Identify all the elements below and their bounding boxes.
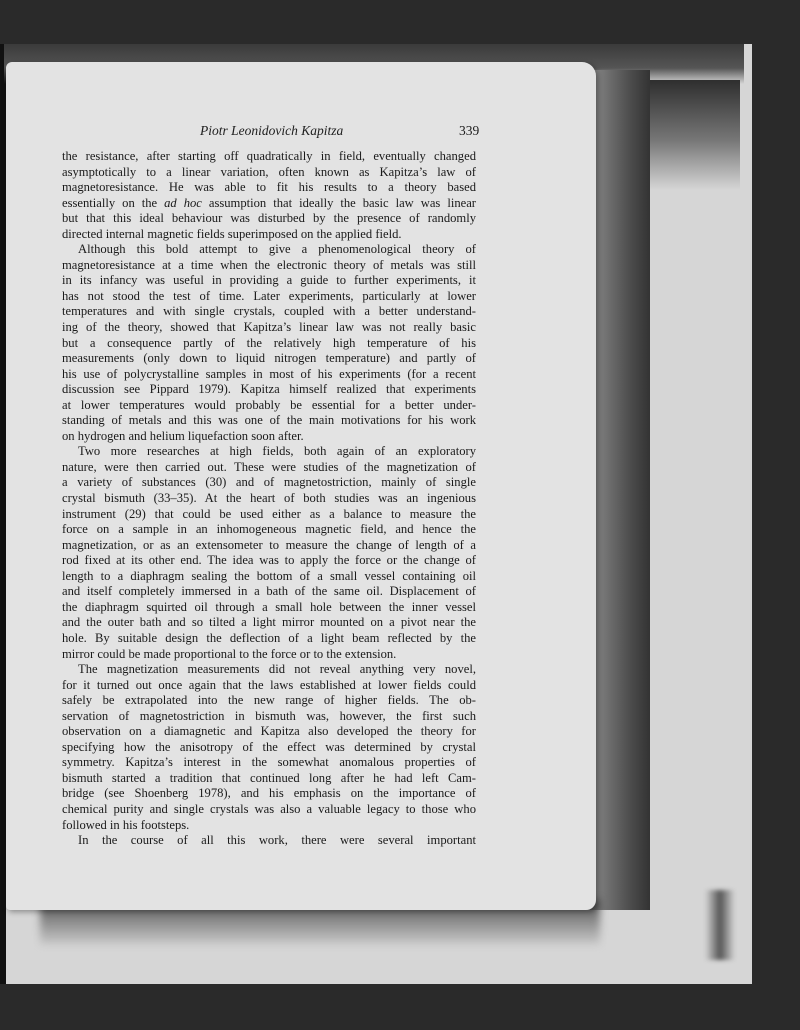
text-line: Although this bold attempt to give a phenomenological theory of	[78, 242, 476, 257]
text-line: The magnetization measurements did not reveal anything very novel,	[78, 662, 476, 677]
text-line: asymptotically to a linear variation, often known as Kapitza’s law of	[62, 164, 476, 179]
text-line: has not stood the test of time. Later experiments, particularly at lower	[62, 288, 476, 303]
text-line: a variety of substances (30) and of magnetostriction, mainly of single	[62, 475, 476, 490]
text-line: directed internal magnetic fields superimposed on the applied field.	[62, 226, 402, 241]
text-line: for it turned out once again that the laws established at lower fields could	[62, 677, 476, 692]
text-line: crystal bismuth (33–35). At the heart of both studies was an ingenious	[62, 491, 476, 506]
text-line: bridge (see Shoenberg 1978), and his emphasis on the importance of	[62, 786, 476, 801]
text-line: instrument (29) that could be used either as a balance to measure the	[62, 506, 476, 521]
text-line: magnetoresistance. He was able to fit his results to a theory based	[62, 180, 476, 195]
page-edge-shadow	[590, 70, 650, 910]
text-line: nature, were then carried out. These were studies of the magnetization of	[62, 459, 476, 474]
text-line: length to a diaphragm sealing the bottom of a small vessel containing oil	[62, 568, 476, 583]
text-line: but a consequence partly of the relatively high temperature of his	[62, 335, 476, 350]
text-line: discussion see Pippard 1979). Kapitza himself realized that experiments	[62, 382, 476, 397]
text-line: observation on a diamagnetic and Kapitza also developed the theory for	[62, 724, 476, 739]
text-line: followed in his footsteps.	[62, 817, 190, 832]
text-line: mirror could be made proportional to the force or to the extension.	[62, 646, 397, 661]
text-line: ing of the theory, showed that Kapitza’s linear law was not really basic	[62, 320, 476, 335]
body-text	[62, 149, 476, 849]
scan-mark	[705, 890, 735, 960]
text-line: servation of magnetostriction in bismuth was, however, the first such	[62, 708, 476, 723]
text-line: force on a sample in an inhomogeneous magnetic field, and hence the	[62, 522, 476, 537]
page-number: 339	[459, 123, 480, 138]
text-line: at lower temperatures would probably be essential for a better under-	[62, 397, 476, 412]
text-line: his use of polycrystalline samples in most of his experiments (for a recent	[62, 366, 476, 381]
text-line: in its infancy was useful in providing a guide to further experiments, it	[62, 273, 476, 288]
italic-phrase: ad hoc	[164, 195, 202, 210]
text-line: rod fixed at its other end. The idea was to apply the force or the change of	[62, 553, 476, 568]
text-line: the resistance, after starting off quadratically in field, eventually changed	[62, 149, 476, 163]
text-line: standing of metals and this was one of the main motivations for his work	[62, 413, 476, 428]
running-head: Piotr Leonidovich Kapitza	[200, 123, 344, 138]
page-header	[0, 123, 800, 143]
text-line: temperatures and with single crystals, coupled with a better understand-	[62, 304, 476, 319]
text-line: symmetry. Kapitza’s interest in the somewhat anomalous properties of	[62, 755, 476, 770]
text-line: essentially on the ad hoc assumption that ideally the basic law was linear	[62, 195, 476, 210]
text-line: In the course of all this work, there were several important	[78, 833, 476, 848]
text-line: but that this ideal behaviour was disturbed by the presence of randomly	[62, 211, 476, 226]
text-line: measurements (only down to liquid nitrogen temperature) and partly of	[62, 351, 476, 366]
text-line: the diaphragm squirted oil through a small hole between the inner vessel	[62, 599, 476, 614]
text-line: bismuth started a tradition that continued long after he had left Cam-	[62, 770, 476, 785]
text-line: magnetization, or as an extensometer to measure the change of length of a	[62, 537, 476, 552]
text-line: Two more researches at high fields, both again of an exploratory	[78, 444, 476, 459]
text-line: chemical purity and single crystals was also a valuable legacy to those who	[62, 801, 476, 816]
text-line: and the outer bath and so tilted a light mirror mounted on a pivot near the	[62, 615, 476, 630]
text-line: on hydrogen and helium liquefaction soon after.	[62, 428, 304, 443]
text-line: safely be extrapolated into the new range of higher fields. The ob-	[62, 693, 476, 708]
text-line: and itself completely immersed in a bath of the same oil. Displacement of	[62, 584, 476, 599]
text-line: magnetoresistance at a time when the electronic theory of metals was still	[62, 257, 476, 272]
text-line: hole. By suitable design the deflection of a light beam reflected by the	[62, 630, 476, 645]
text-line: specifying how the anisotropy of the effect was determined by crystal	[62, 739, 476, 754]
